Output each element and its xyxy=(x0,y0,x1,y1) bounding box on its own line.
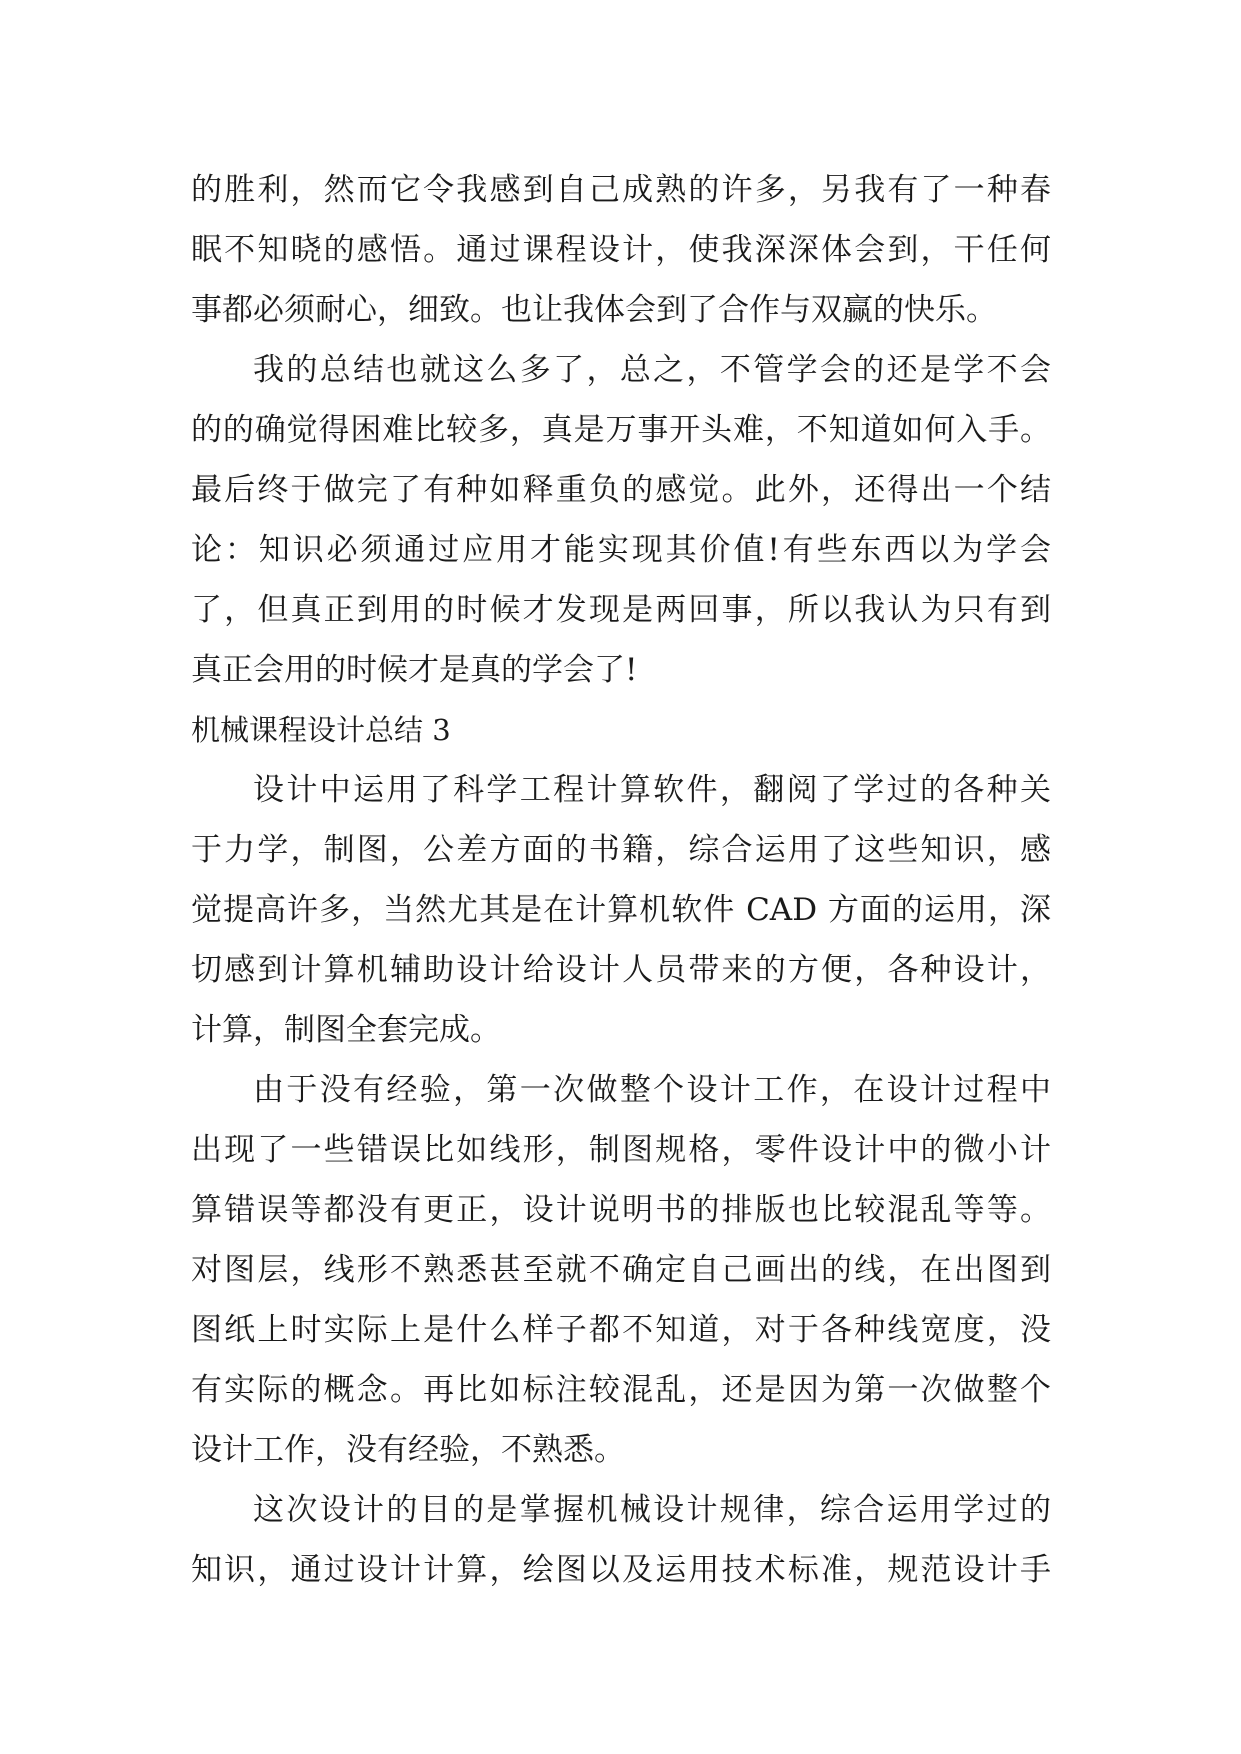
text-line: 事都必须耐心，细致。也让我体会到了合作与双赢的快乐。 xyxy=(191,292,997,328)
heading-text: 机械课程设计总结 3 xyxy=(191,713,451,747)
text-line: 对图层，线形不熟悉甚至就不确定自己画出的线，在出图到 xyxy=(191,1252,1051,1288)
section-heading xyxy=(191,700,1051,760)
text-line: 真正会用的时候才是真的学会了! xyxy=(191,652,638,688)
text-line: 论：知识必须通过应用才能实现其价值!有些东西以为学会 xyxy=(191,532,1051,568)
text-line: 最后终于做完了有种如释重负的感觉。此外，还得出一个结 xyxy=(191,472,1051,508)
text-line: 眠不知晓的感悟。通过课程设计，使我深深体会到，干任何 xyxy=(191,232,1051,268)
text-line: 知识，通过设计计算，绘图以及运用技术标准，规范设计手 xyxy=(191,1552,1051,1588)
text-line: 算错误等都没有更正，设计说明书的排版也比较混乱等等。 xyxy=(191,1192,1051,1228)
text-line: 设计工作，没有经验，不熟悉。 xyxy=(191,1432,625,1468)
text-line: 的胜利，然而它令我感到自己成熟的许多，另我有了一种春 xyxy=(191,172,1051,208)
text-line: 有实际的概念。再比如标注较混乱，还是因为第一次做整个 xyxy=(191,1372,1051,1408)
text-line: 切感到计算机辅助设计给设计人员带来的方便，各种设计， xyxy=(191,952,1051,988)
text-line: 出现了一些错误比如线形，制图规格，零件设计中的微小计 xyxy=(191,1132,1051,1168)
document-body xyxy=(191,160,1051,1600)
text-line: 了，但真正到用的时候才发现是两回事，所以我认为只有到 xyxy=(191,592,1051,628)
paragraph xyxy=(191,1480,1051,1600)
paragraph xyxy=(191,1060,1051,1480)
text-line: 设计中运用了科学工程计算软件，翻阅了学过的各种关 xyxy=(253,772,1051,808)
text-line: 由于没有经验，第一次做整个设计工作，在设计过程中 xyxy=(253,1072,1051,1108)
text-line: 的的确觉得困难比较多，真是万事开头难，不知道如何入手。 xyxy=(191,412,1051,448)
paragraph xyxy=(191,760,1051,1060)
text-line: 计算，制图全套完成。 xyxy=(191,1012,501,1048)
text-line: 觉提高许多，当然尤其是在计算机软件 CAD 方面的运用，深 xyxy=(191,892,1051,928)
text-line: 于力学，制图，公差方面的书籍，综合运用了这些知识，感 xyxy=(191,832,1051,868)
text-line: 我的总结也就这么多了，总之，不管学会的还是学不会 xyxy=(253,352,1051,388)
text-line: 图纸上时实际上是什么样子都不知道，对于各种线宽度，没 xyxy=(191,1312,1051,1348)
text-line: 这次设计的目的是掌握机械设计规律，综合运用学过的 xyxy=(253,1492,1051,1528)
paragraph xyxy=(191,160,1051,340)
paragraph xyxy=(191,340,1051,700)
